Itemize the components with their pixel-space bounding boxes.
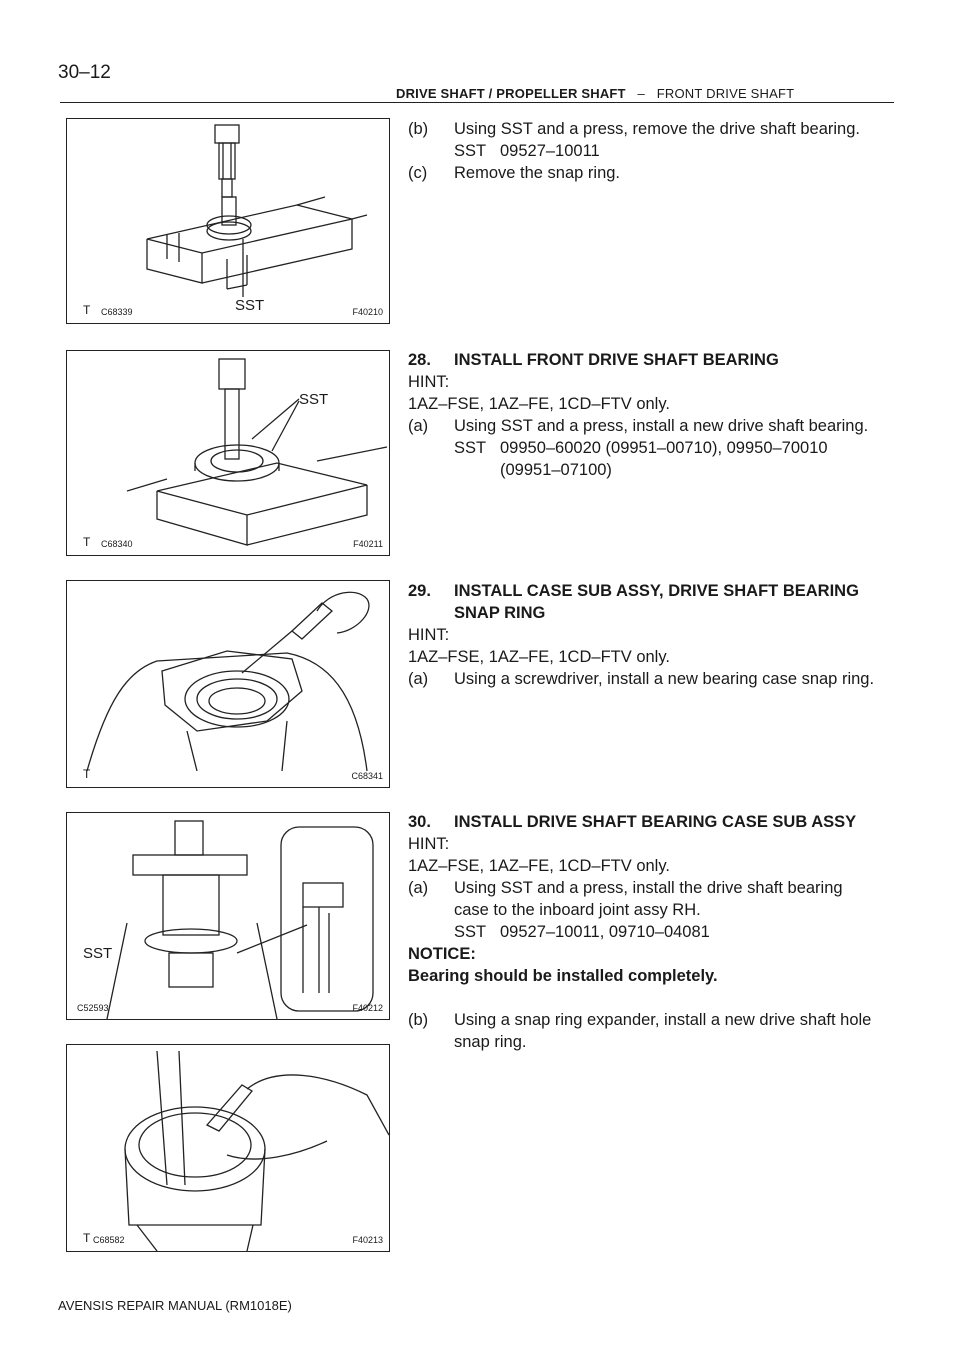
page-number: 30–12 [58, 62, 111, 83]
sst-line: SST 09950–60020 (09951–00710), 09950–70010 [454, 439, 828, 457]
sst-line: SST 09527–10011, 09710–04081 [454, 923, 710, 941]
figure-code-left: C68340 [101, 539, 133, 549]
substep-b: (b) Using a snap ring expander, install a new drive shaft hole [408, 1011, 872, 1029]
substep-a: (a) Using a screwdriver, install a new bearing case snap ring. [408, 670, 875, 688]
figure-code-right: F40211 [353, 539, 383, 549]
step-heading: 29. INSTALL CASE SUB ASSY, DRIVE SHAFT BEARING [408, 582, 859, 600]
figure-code-right: F40210 [352, 307, 383, 317]
header-section: DRIVE SHAFT / PROPELLER SHAFT [396, 86, 626, 101]
sst-line-cont: (09951–07100) [500, 461, 612, 479]
figure-code-right: F40212 [352, 1003, 383, 1013]
step-27-continued [408, 118, 896, 184]
figure-code-right: F40213 [352, 1235, 383, 1245]
notice-label: NOTICE: [408, 945, 476, 963]
step-29 [408, 580, 896, 690]
substep-b: (b) Using SST and a press, remove the drive shaft bearing. [408, 120, 860, 138]
press-illustration-2 [67, 351, 389, 555]
header-rule [60, 102, 894, 103]
substep-c: (c) Remove the snap ring. [408, 164, 621, 182]
header-subsection: FRONT DRIVE SHAFT [656, 86, 795, 101]
sst-callout: SST [299, 391, 329, 408]
hint-label: HINT: [408, 626, 450, 644]
press-illustration-1 [67, 119, 389, 323]
figure-code-left: C52593 [77, 1003, 109, 1013]
substep-a: (a) Using SST and a press, install the drive shaft bearing [408, 879, 843, 897]
hint-label: HINT: [408, 835, 450, 853]
sst-callout: SST [83, 945, 113, 962]
sst-line: SST 09527–10011 [454, 142, 600, 160]
figure-install-bearing-case [66, 812, 390, 1020]
figure-t-mark: T [83, 767, 91, 781]
expander-illustration [67, 1045, 389, 1251]
step-heading-cont: SNAP RING [454, 604, 546, 622]
running-header [396, 86, 794, 101]
hint-text: 1AZ–FSE, 1AZ–FE, 1CD–FTV only. [408, 857, 670, 875]
figure-t-mark: T [83, 1231, 91, 1245]
notice-text: Bearing should be installed completely. [408, 967, 718, 985]
figure-t-mark: T [83, 535, 91, 549]
figure-install-snap-ring [66, 580, 390, 788]
figure-code-right: C68341 [351, 771, 383, 781]
header-separator: – [637, 86, 645, 101]
hint-text: 1AZ–FSE, 1AZ–FE, 1CD–FTV only. [408, 648, 670, 666]
page-footer: AVENSIS REPAIR MANUAL (RM1018E) [58, 1298, 292, 1313]
figure-install-bearing [66, 350, 390, 556]
figure-code-left: C68582 [93, 1235, 125, 1245]
sst-callout: SST [235, 297, 265, 314]
substep-a-cont: case to the inboard joint assy RH. [454, 901, 701, 919]
step-heading: 28. INSTALL FRONT DRIVE SHAFT BEARING [408, 351, 779, 369]
step-heading: 30. INSTALL DRIVE SHAFT BEARING CASE SUB ASSY [408, 813, 857, 831]
hint-text: 1AZ–FSE, 1AZ–FE, 1CD–FTV only. [408, 395, 670, 413]
step-30 [408, 811, 896, 1053]
screwdriver-illustration [67, 581, 389, 787]
figure-install-hole-snap-ring [66, 1044, 390, 1252]
press-illustration-3 [67, 813, 389, 1019]
hint-label: HINT: [408, 373, 450, 391]
substep-b-cont: snap ring. [454, 1033, 527, 1051]
step-28 [408, 349, 896, 481]
figure-remove-bearing [66, 118, 390, 324]
figure-t-mark: T [83, 303, 91, 317]
figure-code-left: C68339 [101, 307, 133, 317]
substep-a: (a) Using SST and a press, install a new drive shaft bearing. [408, 417, 869, 435]
